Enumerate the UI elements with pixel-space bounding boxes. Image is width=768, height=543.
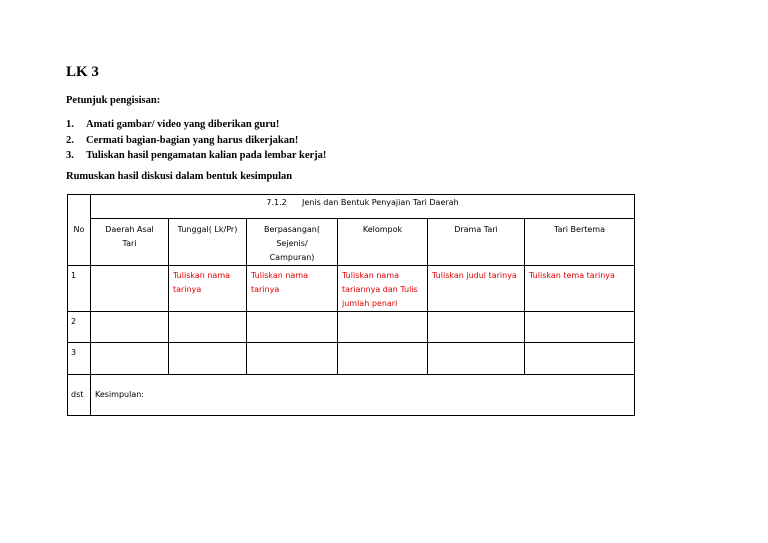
step-text: Amati gambar/ video yang diberikan guru!	[86, 119, 280, 130]
table-cell[interactable]	[169, 343, 247, 375]
table-cell[interactable]	[338, 343, 428, 375]
table-cell[interactable]	[247, 312, 338, 343]
table-cell[interactable]	[338, 312, 428, 343]
table-cell[interactable]	[169, 312, 247, 343]
page-title: LK 3	[66, 64, 99, 80]
table-column-header-row	[68, 219, 635, 266]
instruction-steps	[66, 117, 326, 164]
table-row	[68, 343, 635, 375]
table-cell[interactable]	[247, 343, 338, 375]
table-header-row	[68, 195, 635, 219]
summary-instruction: Rumuskan hasil diskusi dalam bentuk kesimpulan	[66, 171, 293, 182]
table-cell-hint[interactable]: Tuliskan nama tariannya dan Tulis jumlah penari	[338, 266, 428, 312]
row-number: 3	[68, 343, 91, 375]
column-header: Kelompok	[338, 219, 428, 266]
step-text: Tuliskan hasil pengamatan kalian pada lembar kerja!	[86, 150, 327, 161]
column-header: Daerah Asal Tari	[91, 219, 169, 266]
column-header: Drama Tari	[428, 219, 525, 266]
step-number: 1.	[66, 119, 74, 130]
table-cell[interactable]	[91, 266, 169, 312]
step-item	[66, 117, 326, 133]
table-cell-hint[interactable]: Tuliskan nama tarinya	[247, 266, 338, 312]
table-cell-hint[interactable]: Tuliskan judul tarinya	[428, 266, 525, 312]
column-header: Berpasangan( Sejenis/ Campuran)	[247, 219, 338, 266]
row-number: dst	[68, 375, 91, 416]
table-cell-hint[interactable]: Tuliskan nama tarinya	[169, 266, 247, 312]
table-cell[interactable]	[525, 312, 635, 343]
step-number: 2.	[66, 134, 74, 146]
step-number: 3.	[66, 150, 74, 161]
table-cell[interactable]	[91, 343, 169, 375]
column-header: Tari Bertema	[525, 219, 635, 266]
table-cell-hint[interactable]: Tuliskan tema tarinya	[525, 266, 635, 312]
instructions-label: Petunjuk pengisisan:	[66, 95, 161, 106]
conclusion-row	[68, 375, 635, 416]
table-cell[interactable]	[428, 312, 525, 343]
column-header: Tunggal( Lk/Pr)	[169, 219, 247, 266]
step-item	[66, 148, 326, 164]
row-number: 2	[68, 312, 91, 343]
conclusion-field[interactable]: Kesimpulan:	[91, 375, 635, 416]
table-row	[68, 312, 635, 343]
section-title: 7.1.2 Jenis dan Bentuk Penyajian Tari Daerah	[91, 195, 635, 219]
table-cell[interactable]	[525, 343, 635, 375]
step-item	[66, 133, 326, 149]
table-row	[68, 266, 635, 312]
table-cell[interactable]	[91, 312, 169, 343]
table-cell[interactable]	[428, 343, 525, 375]
step-text: Cermati bagian-bagian yang harus dikerjakan!	[86, 134, 299, 146]
row-number: 1	[68, 266, 91, 312]
no-header: No	[68, 195, 91, 266]
worksheet-table	[67, 194, 635, 416]
